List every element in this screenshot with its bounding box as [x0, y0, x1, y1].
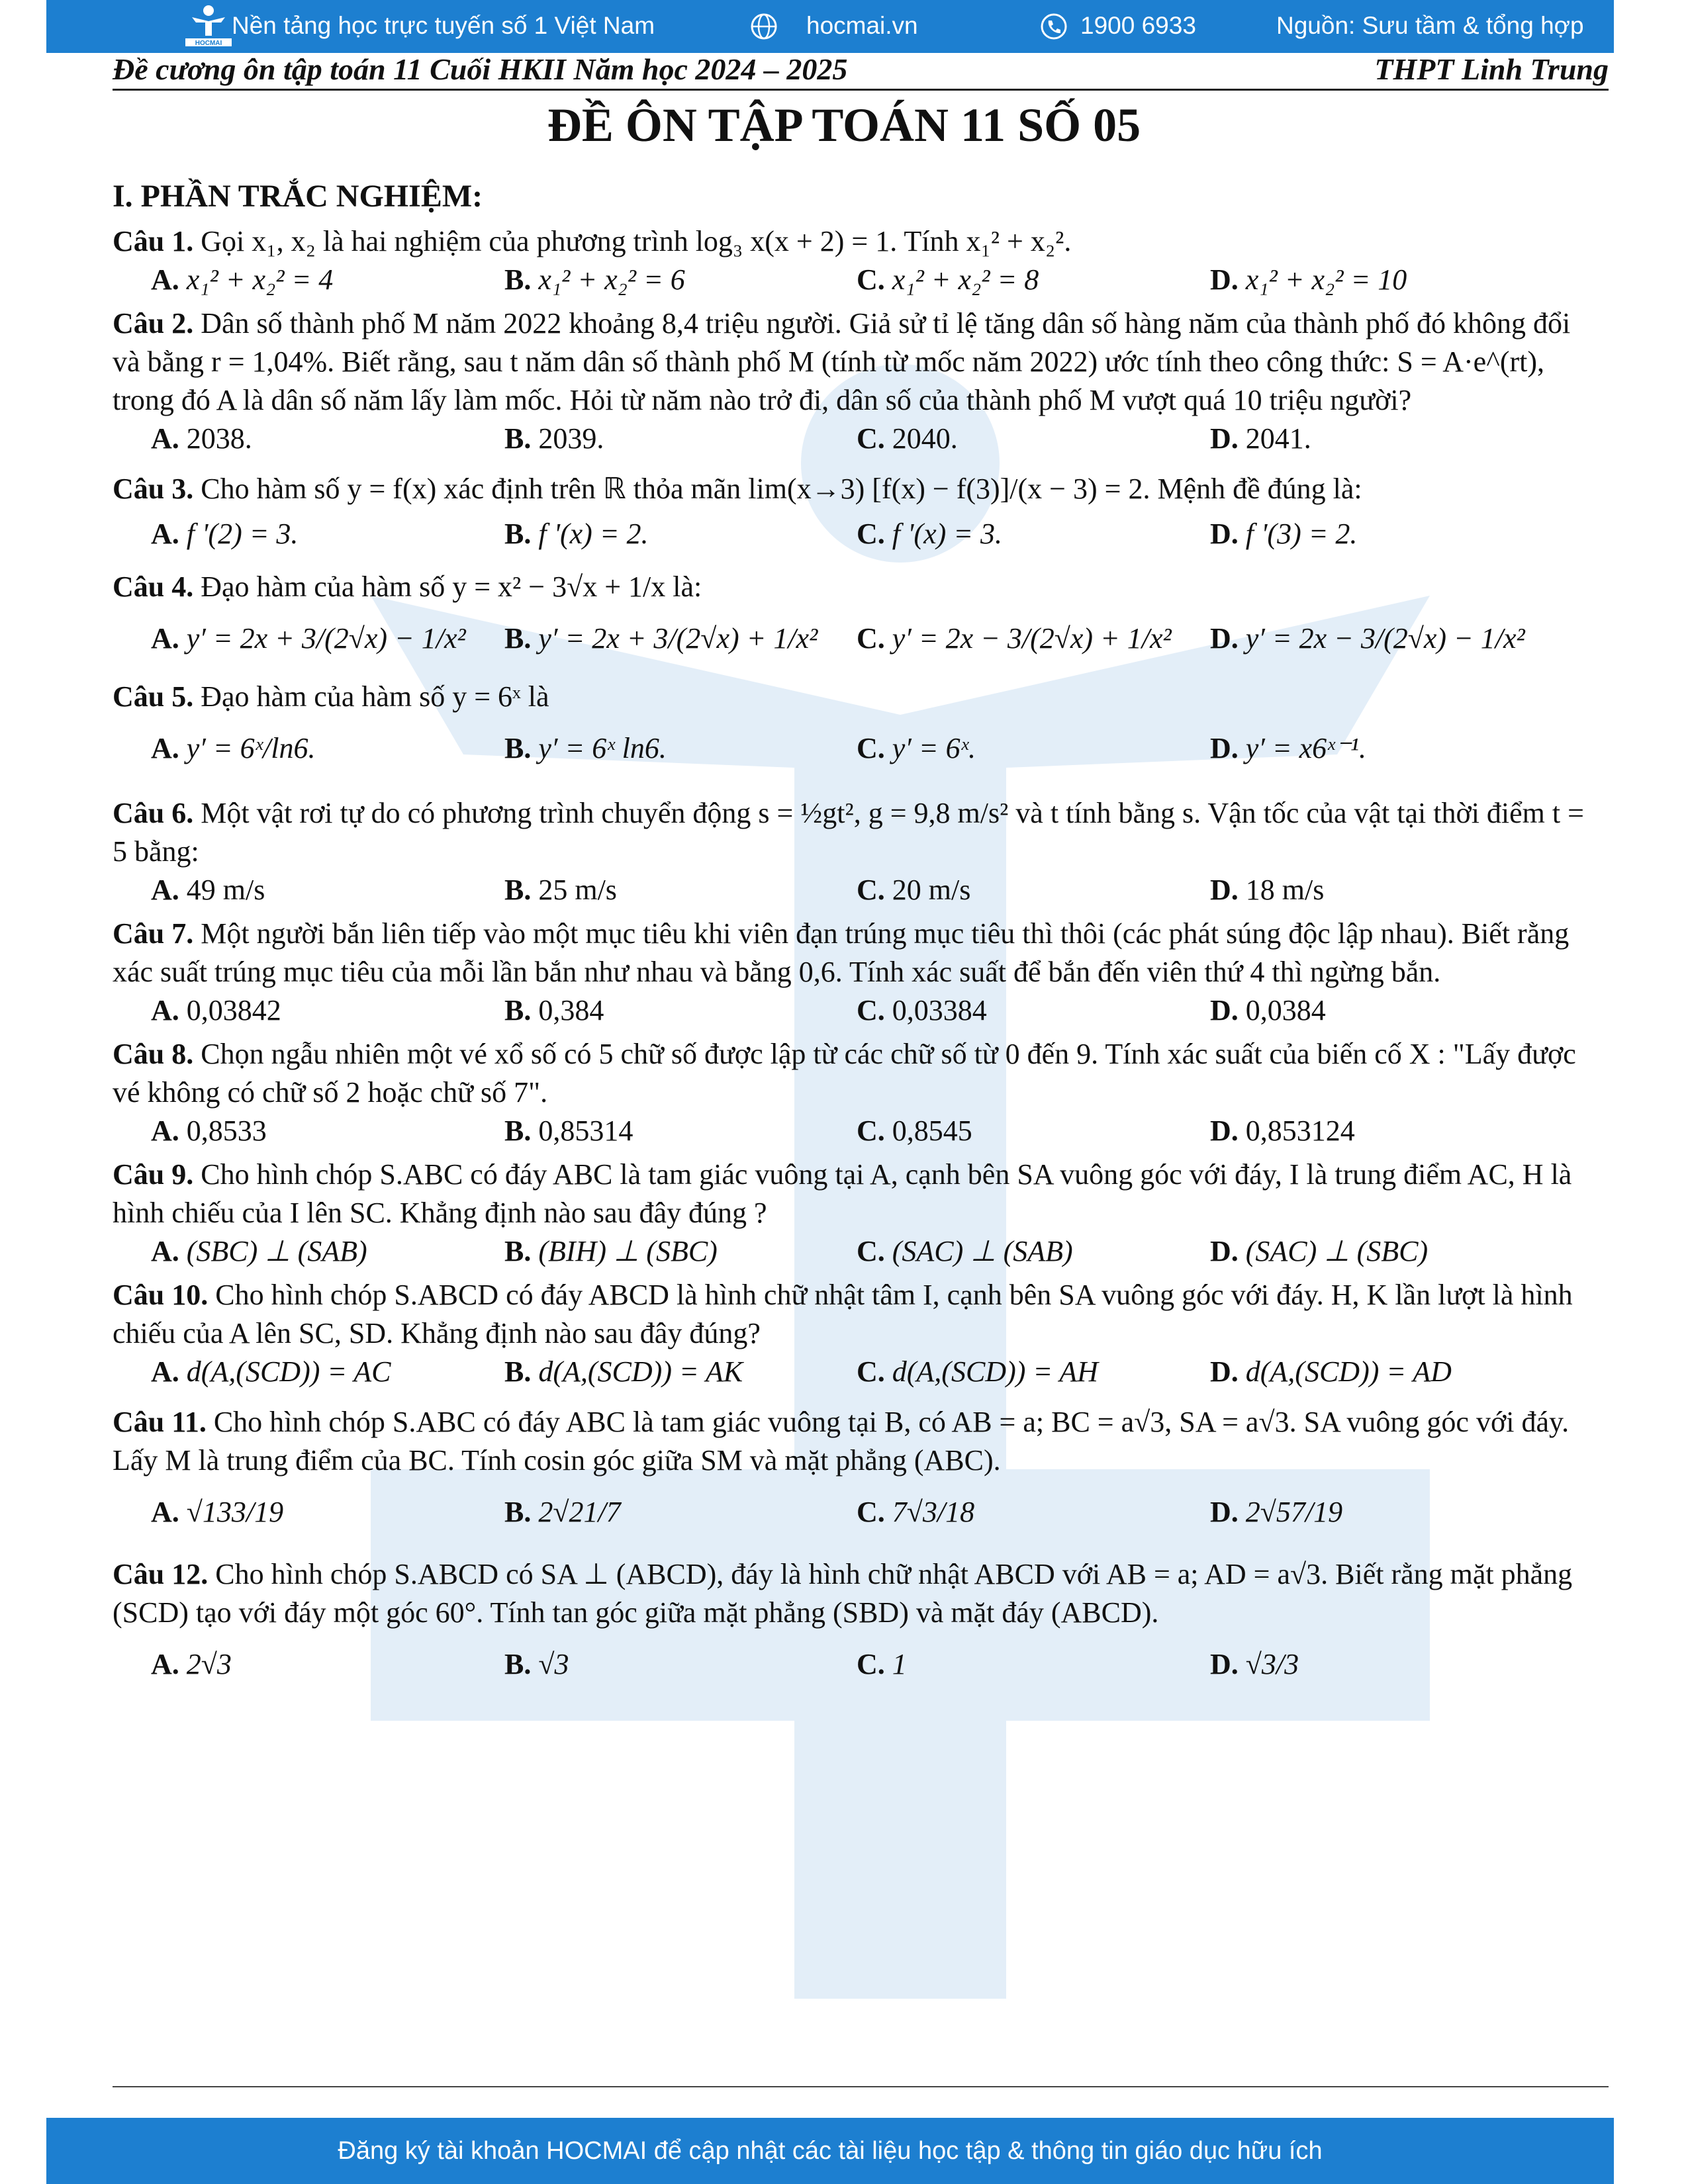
option-d[interactable]: D. 18 m/s: [1210, 874, 1325, 906]
option-d[interactable]: D. 2√57/19: [1210, 1496, 1343, 1528]
hocmai-logo-icon: [179, 3, 238, 49]
header-hotline[interactable]: 1900 6933: [1080, 12, 1196, 39]
option-d[interactable]: D. √3/3: [1210, 1648, 1299, 1680]
running-head: [113, 52, 1609, 91]
option-d[interactable]: D. y′ = x6ˣ⁻¹.: [1210, 732, 1366, 764]
footer-banner[interactable]: Đăng ký tài khoản HOCMAI để cập nhật các tài liệu học tập & thông tin giáo dục hữu ích: [46, 2118, 1614, 2184]
svg-text:HOCMAI: HOCMAI: [195, 40, 222, 47]
question-6: Câu 6. Một vật rơi tự do có phương trình chuyển động s = ½gt², g = 9,8 m/s² và t tính bằng s. Vận tốc của vật tại thời điểm t = 5 bằng:: [113, 797, 1584, 868]
page-title: ĐỀ ÔN TẬP TOÁN 11 SỐ 05: [547, 99, 1141, 152]
option-a[interactable]: A. x₁² + x₂² = 4: [151, 263, 334, 296]
question-8: Câu 8. Chọn ngẫu nhiên một vé xổ số có 5 chữ số được lập từ các chữ số từ 0 đến 9. Tính xác suất của biến cố X : "Lấy được vé không có chữ số 2 hoặc chữ số 7".: [113, 1038, 1576, 1109]
option-b[interactable]: B. y′ = 6ˣ ln6.: [504, 732, 667, 764]
option-d[interactable]: D. x₁² + x₂² = 10: [1210, 263, 1407, 296]
option-d[interactable]: D. y′ = 2x − 3/(2√x) − 1/x²: [1210, 622, 1525, 655]
option-b[interactable]: B. y′ = 2x + 3/(2√x) + 1/x²: [504, 622, 818, 655]
option-a[interactable]: A. f '(2) = 3.: [151, 518, 299, 550]
question-6-options: [113, 871, 1595, 912]
option-c[interactable]: C. f '(x) = 3.: [857, 518, 1002, 550]
question-11-options: [113, 1480, 1595, 1549]
question-list: [113, 177, 1595, 1701]
option-c[interactable]: C. y′ = 6ˣ.: [857, 732, 976, 764]
option-a[interactable]: A. y′ = 6ˣ/ln6.: [151, 732, 316, 764]
header-source: Nguồn: Sưu tầm & tổng hợp: [1276, 12, 1584, 39]
option-a[interactable]: A. d(A,(SCD)) = AC: [151, 1355, 391, 1388]
option-a[interactable]: A. √133/19: [151, 1496, 284, 1528]
option-d[interactable]: D. 0,853124: [1210, 1115, 1355, 1147]
option-a[interactable]: A. (SBC) ⊥ (SAB): [151, 1235, 367, 1267]
phone-icon: [1039, 12, 1068, 41]
question-4: Câu 4. Đạo hàm của hàm số y = x² − 3√x + 1/x là:: [113, 570, 702, 603]
option-b[interactable]: B. √3: [504, 1648, 569, 1680]
option-d[interactable]: D. (SAC) ⊥ (SBC): [1210, 1235, 1429, 1267]
option-b[interactable]: B. 25 m/s: [504, 874, 617, 906]
option-d[interactable]: D. 2041.: [1210, 422, 1311, 455]
question-1-options: [113, 261, 1595, 302]
question-2-options: [113, 420, 1595, 461]
question-11: Câu 11. Cho hình chóp S.ABC có đáy ABC là tam giác vuông tại B, có AB = a; BC = a√3, SA = a√3. SA vuông góc với đáy. Lấy M là trung điểm của BC. Tính cosin góc giữa SM và mặt phẳng (ABC).: [113, 1406, 1570, 1477]
question-2: Câu 2. Dân số thành phố M năm 2022 khoảng 8,4 triệu người. Giả sử tỉ lệ tăng dân số hàng năm của thành phố đó không đổi và bằng r = 1,04%. Biết rằng, sau t năm dân số thành phố M (tính từ mốc năm 2022) ước tính theo công thức: S = A·e^(rt), trong đó A là dân số năm lấy làm mốc. Hỏi từ năm nào trở đi, dân số của thành phố M vượt quá 10 triệu người?: [113, 307, 1571, 416]
option-a[interactable]: A. 2038.: [151, 422, 252, 455]
option-c[interactable]: C. 1: [857, 1648, 907, 1680]
option-b[interactable]: B. 0,384: [504, 994, 604, 1026]
section-heading: I. PHẦN TRẮC NGHIỆM:: [113, 179, 483, 214]
option-a[interactable]: A. 49 m/s: [151, 874, 265, 906]
option-a[interactable]: A. 0,8533: [151, 1115, 267, 1147]
option-d[interactable]: D. f '(3) = 2.: [1210, 518, 1358, 550]
top-banner: [46, 0, 1614, 53]
option-c[interactable]: C. d(A,(SCD)) = AH: [857, 1355, 1098, 1388]
question-5-options: [113, 716, 1595, 785]
option-b[interactable]: B. d(A,(SCD)) = AK: [504, 1355, 743, 1388]
option-a[interactable]: A. y′ = 2x + 3/(2√x) − 1/x²: [151, 622, 466, 655]
question-1: Câu 1. Gọi x₁, x₂ là hai nghiệm của phương trình log₃ x(x + 2) = 1. Tính x₁² + x₂².: [113, 225, 1072, 257]
option-c[interactable]: C. 0,03384: [857, 994, 987, 1026]
option-b[interactable]: B. 2√21/7: [504, 1496, 621, 1528]
option-b[interactable]: B. f '(x) = 2.: [504, 518, 649, 550]
option-d[interactable]: D. d(A,(SCD)) = AD: [1210, 1355, 1452, 1388]
option-c[interactable]: C. 0,8545: [857, 1115, 972, 1147]
option-a[interactable]: A. 0,03842: [151, 994, 281, 1026]
running-head-right: THPT Linh Trung: [1374, 52, 1609, 86]
option-c[interactable]: C. 20 m/s: [857, 874, 971, 906]
question-9: Câu 9. Cho hình chóp S.ABC có đáy ABC là tam giác vuông tại A, cạnh bên SA vuông góc với đáy, I là trung điểm AC, H là hình chiếu của I lên SC. Khẳng định nào sau đây đúng ?: [113, 1158, 1572, 1229]
footer-divider: [113, 2086, 1609, 2087]
option-c[interactable]: C. 7√3/18: [857, 1496, 975, 1528]
running-head-left: Đề cương ôn tập toán 11 Cuối HKII Năm học 2024 – 2025: [113, 52, 848, 86]
option-b[interactable]: B. (BIH) ⊥ (SBC): [504, 1235, 718, 1267]
question-7: Câu 7. Một người bắn liên tiếp vào một mục tiêu khi viên đạn trúng mục tiêu thì thôi (các phát súng độc lập nhau). Biết rằng xác suất trúng mục tiêu của mỗi lần bắn như nhau và bằng 0,6. Tính xác suất để bắn đến viên thứ 4 thì ngừng bắn.: [113, 917, 1570, 988]
header-tagline: Nền tảng học trực tuyến số 1 Việt Nam: [232, 12, 655, 39]
option-d[interactable]: D. 0,0384: [1210, 994, 1326, 1026]
option-c[interactable]: C. 2040.: [857, 422, 958, 455]
option-c[interactable]: C. (SAC) ⊥ (SAB): [857, 1235, 1073, 1267]
question-9-options: [113, 1232, 1595, 1273]
question-4-options: [113, 606, 1595, 675]
header-website-link[interactable]: hocmai.vn: [806, 12, 918, 39]
option-c[interactable]: C. y′ = 2x − 3/(2√x) + 1/x²: [857, 622, 1172, 655]
question-7-options: [113, 991, 1595, 1032]
question-5: Câu 5. Đạo hàm của hàm số y = 6ˣ là: [113, 680, 549, 713]
globe-icon: [749, 12, 778, 41]
question-12: Câu 12. Cho hình chóp S.ABCD có SA ⊥ (ABCD), đáy là hình chữ nhật ABCD với AB = a; AD = a√3. Biết rằng mặt phẳng (SCD) tạo với đáy một góc 60°. Tính tan góc giữa mặt phẳng (SBD) và mặt đáy (ABCD).: [113, 1558, 1573, 1629]
question-3: Câu 3. Cho hàm số y = f(x) xác định trên ℝ thỏa mãn lim(x→3) [f(x) − f(3)]/(x − 3) = 2. Mệnh đề đúng là:: [113, 473, 1362, 505]
question-10: Câu 10. Cho hình chóp S.ABCD có đáy ABCD là hình chữ nhật tâm I, cạnh bên SA vuông góc với đáy. H, K lần lượt là hình chiếu của A lên SC, SD. Khẳng định nào sau đây đúng?: [113, 1279, 1573, 1349]
question-12-options: [113, 1632, 1595, 1701]
option-b[interactable]: B. 2039.: [504, 422, 604, 455]
option-b[interactable]: B. 0,85314: [504, 1115, 633, 1147]
option-a[interactable]: A. 2√3: [151, 1648, 232, 1680]
option-b[interactable]: B. x₁² + x₂² = 6: [504, 263, 685, 296]
question-8-options: [113, 1112, 1595, 1153]
option-c[interactable]: C. x₁² + x₂² = 8: [857, 263, 1039, 296]
question-3-options: [113, 515, 1595, 556]
question-10-options: [113, 1353, 1595, 1394]
